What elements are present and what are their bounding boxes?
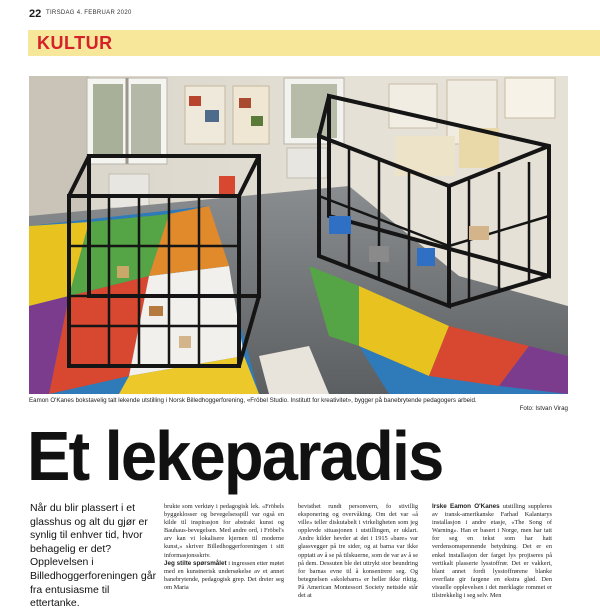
body-paragraph: brukte som verktøy i pedagogisk lek. «Fröbels byggeklosser og bevegelsesspill var også en kilde til inspirasjon for abstrakt kunst og Bauhaus-bevegelsen. Med andre ord, i Fröbel's arv kan vi lokalisere kjernen til moderne kunst,» skriver Billedhoggerforeningen i sitt informasjonsskriv. — [164, 503, 284, 559]
body-text: utstilling suppleres av iransk-amerikanske Farhad Kalantarys installasjon i andre etasje, «The Song of Warning». Han er basert i Norge, men har tatt for seg en tekst som har hatt verdensomspennende betydning. Det er en enkel installasjon der farget lys projiseres på vertikalt plasserte lysstoffrør. Det er vakkert, blant annet fordi lysstoffrørene blanke overflate gir fargene en ekstra glød. Den visuelle opplevelsen i det merklagte rommet er tilstrekkelig i seg selv. Men — [432, 503, 552, 600]
issue-date: TIRSDAG 4. FEBRUAR 2020 — [46, 10, 132, 16]
body-column-2 — [298, 503, 418, 605]
subhead: Jeg stilte spørsmålet — [164, 559, 227, 567]
body-paragraph — [164, 560, 284, 592]
body-text: i ingressen etter møtet med en kunstnerisk undersøkelse av et annet banebrytende, pedagogisk grep. Det dreier seg om Maria — [164, 559, 284, 591]
photo-caption — [29, 397, 568, 412]
page-number: 22 — [29, 8, 42, 20]
lead-paragraph: Når du blir plassert i et glasshus og alt du gjør er synlig til enhver tid, hvor behagelig er det? Opplevelsen i Billedhoggerforeningen går fra entusiasme til ettertanke. — [30, 502, 157, 610]
section-band — [28, 30, 600, 56]
headline: Et lekeparadis — [27, 417, 443, 495]
caption-text: Eamon O'Kanes bokstavelig talt lekende utstilling i Norsk Billedhoggerforening, «Fröbel Studio. Institutt for kreativitet», bygger på banebrytende pedagogers arbeid. — [29, 397, 477, 404]
exhibition-photo — [29, 76, 568, 394]
photo-credit: Foto: Istvan Virag — [519, 405, 568, 412]
section-title: KULTUR — [37, 33, 113, 53]
body-column-3 — [432, 503, 552, 605]
body-paragraph — [432, 503, 552, 600]
body-column-1 — [164, 503, 284, 605]
subhead: Irske Eamon O'Kanes — [432, 503, 500, 510]
body-paragraph: bevisthet rundt personvern, fo stivillig eksponering og overvåking. Om det var «å ville» teller diskutabelt i virkeligheten som jeg opplevde situasjonen i utstillingen, er uklart. Andre kilder hevder at det i 1915 «bare» var glassvegger på tre sider, og at barna var ikke opptatt av å se på tilskuerne, som de var av å se på dem. Dessuten ble det uttrykt stor beundring for barnas evne til å konsentrere seg. Og betegnelsen «skolebarn» er heller ikke riktig. På American Montessori Society nettside står det at — [298, 503, 418, 600]
